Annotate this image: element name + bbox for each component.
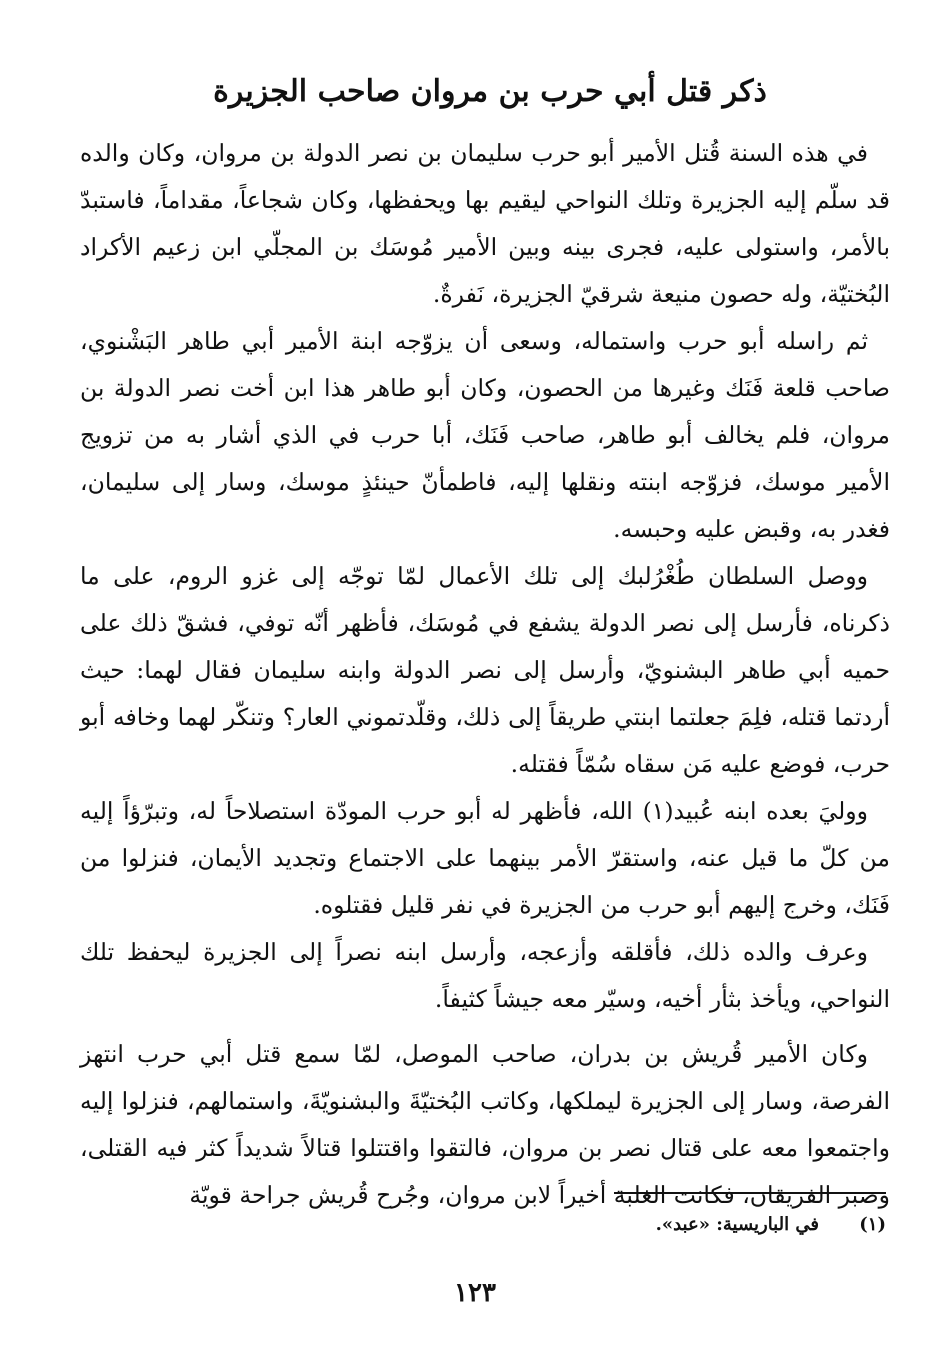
page-number: ١٢٣: [454, 1278, 496, 1308]
paragraph: في هذه السنة قُتل الأمير أبو حرب سليمان بن نصر الدولة بن مروان، وكان والده قد سلّم إليه الجزيرة وتلك النواحي ليقيم بها ويحفظها، وكان شجاعاً، مقداماً، فاستبدّ بالأمر، واستولى عليه، فجرى بينه وبين الأمير مُوسَك بن المجلّي ابن زعيم الأكراد البُختيّة، وله حصون منيعة شرقيّ الجزيرة، نَفرةٌ.: [80, 139, 890, 308]
footnote-divider: [614, 1192, 886, 1194]
footnote: [656, 1212, 886, 1238]
footnote-text: في الباريسية: «عبد».: [655, 1214, 819, 1235]
footnote-number: (١): [859, 1214, 886, 1235]
paragraph: ووليَ بعده ابنه عُبيد(١) الله، فأظهر له أبو حرب المودّة استصلاحاً له، وتبرّؤاً إليه من كلّ ما قيل عنه، واستقرّ الأمر بينهما على الاجتماع وتجديد الأيمان، فنزلوا من فَنَك، وخرج إليهم أبو حرب من الجزيرة في نفر قليل فقتلوه.: [80, 797, 890, 919]
paragraph: ثم راسله أبو حرب واستماله، وسعى أن يزوّجه ابنة الأمير أبي طاهر البَشْنوي، صاحب قلعة فَنَك وغيرها من الحصون، وكان أبو طاهر هذا ابن أخت نصر الدولة بن مروان، فلم يخالف أبو طاهر، صاحب فَنَك، أبا حرب في الذي أشار به من تزويج الأمير موسك، فزوّجه ابنته ونقلها إليه، فاطمأنّ حينئذٍ موسك، وسار إلى سليمان، فغدر به، وقبض عليه وحبسه.: [80, 327, 890, 543]
section-heading: ذكر قتل أبي حرب بن مروان صاحب الجزيرة: [213, 74, 767, 109]
body-text: [80, 130, 890, 1219]
paragraph: ووصل السلطان طُغْرُلبك إلى تلك الأعمال لمّا توجّه إلى غزو الروم، على ما ذكرناه، فأرسل إلى نصر الدولة يشفع في مُوسَك، فأظهر أنّه توفي، فشقّ ذلك على حميه أبي طاهر البشنويّ، وأرسل إلى نصر الدولة وابنه سليمان فقال لهما: حيث أردتما قتله، فلِمَ جعلتما ابنتي طريقاً إلى ذلك، وقلّدتموني العار؟ وتنكّر لهما وخافه أبو حرب، فوضع عليه مَن سقاه سُمّاً فقتله.: [80, 562, 890, 778]
paragraph: وعرف والده ذلك، فأقلقه وأزعجه، وأرسل ابنه نصراً إلى الجزيرة ليحفظ تلك النواحي، ويأخذ بثأر أخيه، وسيّر معه جيشاً كثيفاً.: [80, 938, 890, 1013]
paragraph: وكان الأمير قُريش بن بدران، صاحب الموصل، لمّا سمع قتل أبي حرب انتهز الفرصة، وسار إلى الجزيرة ليملكها، وكاتب البُختيّةَ والبشنويّةَ، واستمالهم، فنزلوا إليه واجتمعوا معه على قتال نصر بن مروان، فالتقوا واقتتلوا قتالاً شديداً كثر فيه القتلى، وصبر الفريقان، فكانت الغلبة أخيراً لابن مروان، وجُرح قُريش جراحة قويّة: [80, 1040, 890, 1209]
